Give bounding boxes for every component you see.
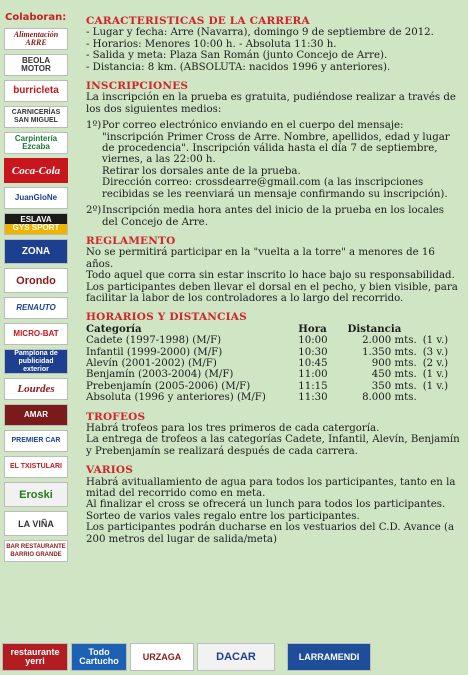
sponsor-logo-eroski: Eroski [4,482,68,507]
schedule-table [86,324,462,404]
header-cell: Hora [298,322,327,335]
sponsor-logo-carpinteria-ezcaba: Carpintería Ezcaba [4,132,68,154]
table-cell: (1 v.) [422,380,449,392]
sponsors-sidebar [2,12,70,566]
sponsor-logo-yerri: restaurante yerri [2,643,68,671]
sponsor-logo-alimentacion-arre: Alimentación ARRE [4,28,68,50]
section-title: TROFEOS [86,410,146,423]
trofeos-line: La entrega de trofeos a las categorías Cadete, Infantil, Alevín, Benjamín y Prebenjamín se realizará después de cada carrera. [86,434,460,457]
table-cell: 450 mts. [371,369,417,381]
varios-line: Al finalizar el cross se ofrecerá un lunch para todos los participantes. [86,499,446,511]
table-row [86,369,462,380]
section-inscripciones [86,81,462,228]
table-cell [423,392,462,403]
table-cell: (1 v.) [422,369,449,381]
sponsor-logo-larramendi: LARRAMENDI [287,643,371,671]
sponsor-logo-lourdes: Lourdes [4,378,68,400]
trofeos-line: Habrá trofeos para los tres primeros de cada catergoría. [86,423,380,434]
table-row [86,392,462,403]
sponsor-logo-premier-car: PREMIER CAR [4,430,68,452]
info-line: - Salida y meta: Plaza San Román (junto Concejo de Arre). [86,50,388,62]
info-line: - Distancia: 8 km. (ABSOLUTA: nacidos 1996 y anteriores). [86,61,391,73]
header-cell: Distancia [347,322,402,335]
sponsors-title: Colaboran: [5,12,67,23]
section-title: HORARIOS Y DISTANCIAS [86,311,247,324]
sponsor-logo-beola-motor: BEOLA MOTOR [4,54,68,76]
table-cell: Prebenjamín (2005-2006) (M/F) [86,380,251,392]
table-cell: Absoluta (1996 y anteriores) (M/F) [86,392,266,404]
section-caracteristicas [86,16,462,73]
table-cell: Alevín (2001-2002) (M/F) [86,357,217,369]
section-title: VARIOS [86,464,134,477]
sponsor-logo-coca-cola: Coca-Cola [4,158,68,183]
option-number: 1º) [86,120,102,132]
sponsor-logo-burricleta: burricleta [4,80,68,102]
sponsor-logo-eslava-gys-sport: ESLAVA GYS SPORT [4,213,68,235]
header-cell: Categoría [86,322,142,335]
table-row [86,347,462,358]
table-row [86,381,462,392]
table-cell: 2.000 mts. [362,335,417,347]
inscripciones-intro: La inscripción en la prueba es gratuita, pudiéndose realizar a través de los dos siguientes medios: [86,92,456,115]
sponsor-logo-el-txistulari: EL TXISTULARI [4,456,68,478]
section-varios [86,465,462,545]
rule-line: Los participantes deben llevar el dorsal en el pecho, y bien visible, para facilitar la labor de los controladores a lo largo del recorrido. [86,281,458,304]
table-header [86,324,462,335]
varios-line: Los participantes podrán ducharse en los vestuarios del C.D. Avance (a 200 metros del lugar de salida/meta) [86,522,455,545]
table-row [86,358,462,369]
table-cell: Benjamín (2003-2004) (M/F) [86,369,234,381]
bottom-sponsors [2,643,466,671]
varios-line: Habrá avituallamiento de agua para todos los participantes, tanto en la mitad del recorrido como en meta. [86,476,456,500]
sponsor-logo-urzaga: URZAGA [130,643,194,671]
race-info [86,16,462,545]
table-cell: 10:00 [298,335,328,347]
table-cell: 11:00 [298,369,328,381]
table-cell: 350 mts. [371,380,417,392]
table-cell: 11:30 [298,392,328,404]
sponsor-logo-barrio-grande: BAR RESTAURANTE BARRIO GRANDE [4,540,68,562]
sponsor-logo-dacar: DACAR [197,643,275,671]
sponsor-logo-amar: AMAR [4,404,68,426]
section-reglamento [86,236,462,304]
sponsor-logo-todo-cartucho: Todo Cartucho [71,643,127,671]
logo-spacer [278,643,284,671]
rule-line: Todo aquel que corra sin estar inscrito lo hace bajo su responsabilidad. [86,270,455,282]
inscripcion-option-2 [86,205,462,228]
sponsor-logo-micro-bat: MICRO-BAT [4,323,68,345]
sponsor-logo-zona: ZONA [4,239,68,264]
sponsor-logo-pamplona-publicidad: Pamplona de publicidad exterior [4,349,68,374]
table-cell: (2 v.) [422,357,449,369]
rule-line: No se permitirá participar en la "vuelta a la torre" a menores de 16 años. [86,247,435,270]
section-trofeos [86,412,462,458]
sponsor-logo-la-vina: LA VIÑA [4,511,68,536]
table-cell: 11:15 [298,380,328,392]
table-cell: Infantil (1999-2000) (M/F) [86,346,223,358]
sponsor-logo-carnicerias: CARNICERÍAS SAN MIGUEL [4,106,68,128]
option-text: Por correo electrónico enviando en el cuerpo del mensaje: "inscripción Primer Cross de Arre. Nombre, apellidos, edad y lugar de procedencia". Inscripción válida hasta el día 7 de septiembre, viernes, a las 22:00 h. Retirar los dorsales ante de la prueba. Dirección correo: crossdearre@gmail.com (a las inscripciones recibidas se les reenviará un mensaje confirmando su inscripción). [102,120,450,200]
table-cell: 10:45 [298,357,328,369]
table-cell: 8.000 mts. [362,392,417,404]
header-cell [423,324,462,335]
info-line: - Horarios: Menores 10:00 h. - Absoluta 11:30 h. [86,38,337,50]
table-cell: Cadete (1997-1998) (M/F) [86,335,222,347]
varios-line: Sorteo de varios vales regalo entre los participantes. [86,510,360,522]
table-cell: 10:30 [298,346,328,358]
table-cell: (3 v.) [422,346,449,358]
table-cell: 900 mts. [371,357,417,369]
sponsor-logo-renauto: RENAUTO [4,297,68,319]
info-line: - Lugar y fecha: Arre (Navarra), domingo 9 de septiembre de 2012. [86,27,434,39]
section-title: CARACTERISTICAS DE LA CARRERA [86,15,310,27]
option-number: 2º) [86,205,102,217]
table-cell: (1 v.) [422,335,449,347]
inscripcion-option-1 [86,120,462,200]
table-row [86,335,462,346]
sponsor-logo-orondo: Orondo [4,268,68,293]
section-title: REGLAMENTO [86,234,176,247]
section-horarios [86,312,462,403]
table-cell: 1.350 mts. [362,346,417,358]
option-text: Inscripción media hora antes del inicio de la prueba en los locales del Concejo de Arre. [102,205,444,228]
sponsor-logo-juanglone: JuanGloNe [4,187,68,209]
section-title: INSCRIPCIONES [86,80,189,93]
